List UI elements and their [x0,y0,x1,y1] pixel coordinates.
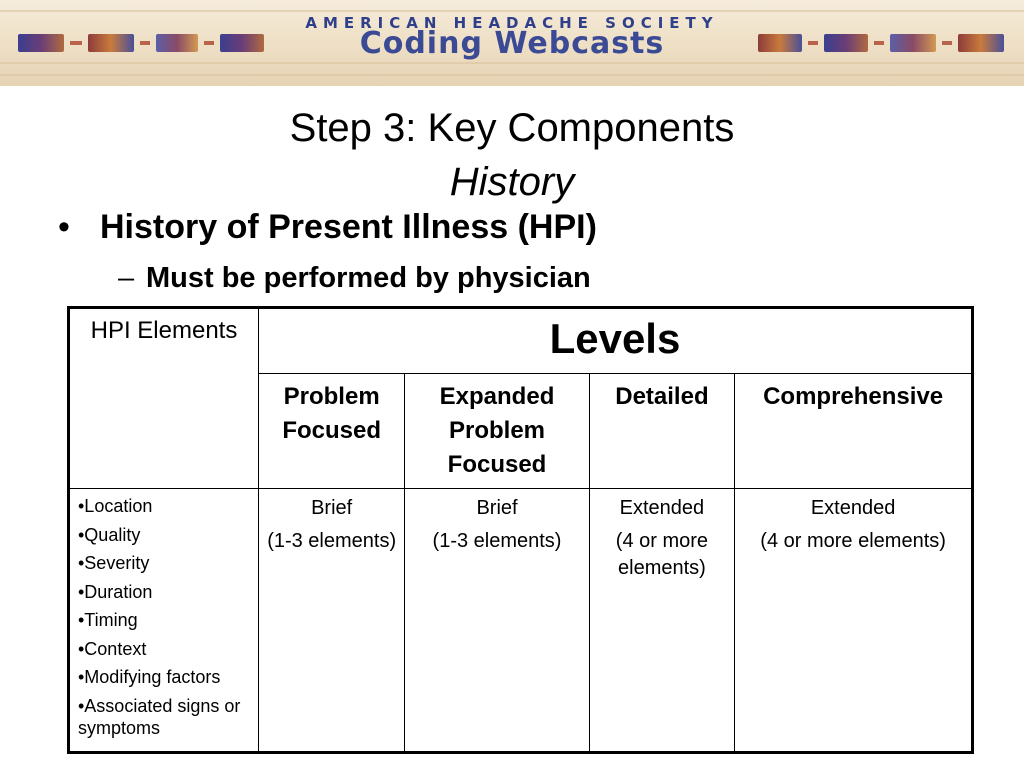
level-header-detailed: Detailed [589,374,735,489]
hpi-elements-list-cell [69,489,259,753]
list-item: •Quality [78,524,141,545]
level-value-expanded-problem-focused [405,489,589,753]
bullet-2-text: Must be performed by physician [146,262,591,294]
list-item: •Timing [78,610,138,630]
bullet-level-1 [58,206,597,248]
list-item: •Duration [78,581,153,602]
slide-title: Step 3: Key Components [289,106,735,150]
list-item: •Context [78,638,147,659]
level-header-comprehensive: Comprehensive [735,374,973,489]
header-levels: Levels [258,308,972,374]
bullet-1-text: History of Present Illness (HPI) [100,208,597,246]
list-item: •Modifying factors [78,667,221,687]
level-value-detail: (4 or more elements) [615,530,709,579]
header-banner [0,0,1024,86]
banner-org-name: AMERICAN HEADACHE SOCIETY [305,14,719,32]
level-value-comprehensive [735,489,973,753]
header-hpi-elements: HPI Elements [69,308,259,489]
level-value-main: Extended [619,497,705,519]
level-value-problem-focused [258,489,404,753]
list-item: •Severity [78,553,150,573]
level-value-detail: (1-3 elements) [432,530,562,552]
bullet-dot-icon: • [58,208,70,246]
slide-subtitle: History [449,160,575,204]
bullet-dash-icon: – [118,262,135,294]
hpi-elements-list [78,495,250,739]
list-item: •Location [78,496,153,516]
level-value-detailed [589,489,735,753]
level-value-detail: (1-3 elements) [267,530,397,552]
bullet-level-2 [118,260,591,296]
banner-title: Coding Webcasts [359,26,665,61]
level-value-detail: (4 or more elements) [760,530,946,552]
list-item: •Associated signs or symptoms [78,695,241,738]
level-value-main: Brief [476,497,518,519]
level-header-problem-focused: Problem Focused [258,374,404,489]
hpi-levels-table [67,306,974,754]
level-value-main: Extended [810,497,896,519]
level-value-main: Brief [311,497,353,519]
level-header-expanded-problem-focused: Expanded Problem Focused [405,374,589,489]
